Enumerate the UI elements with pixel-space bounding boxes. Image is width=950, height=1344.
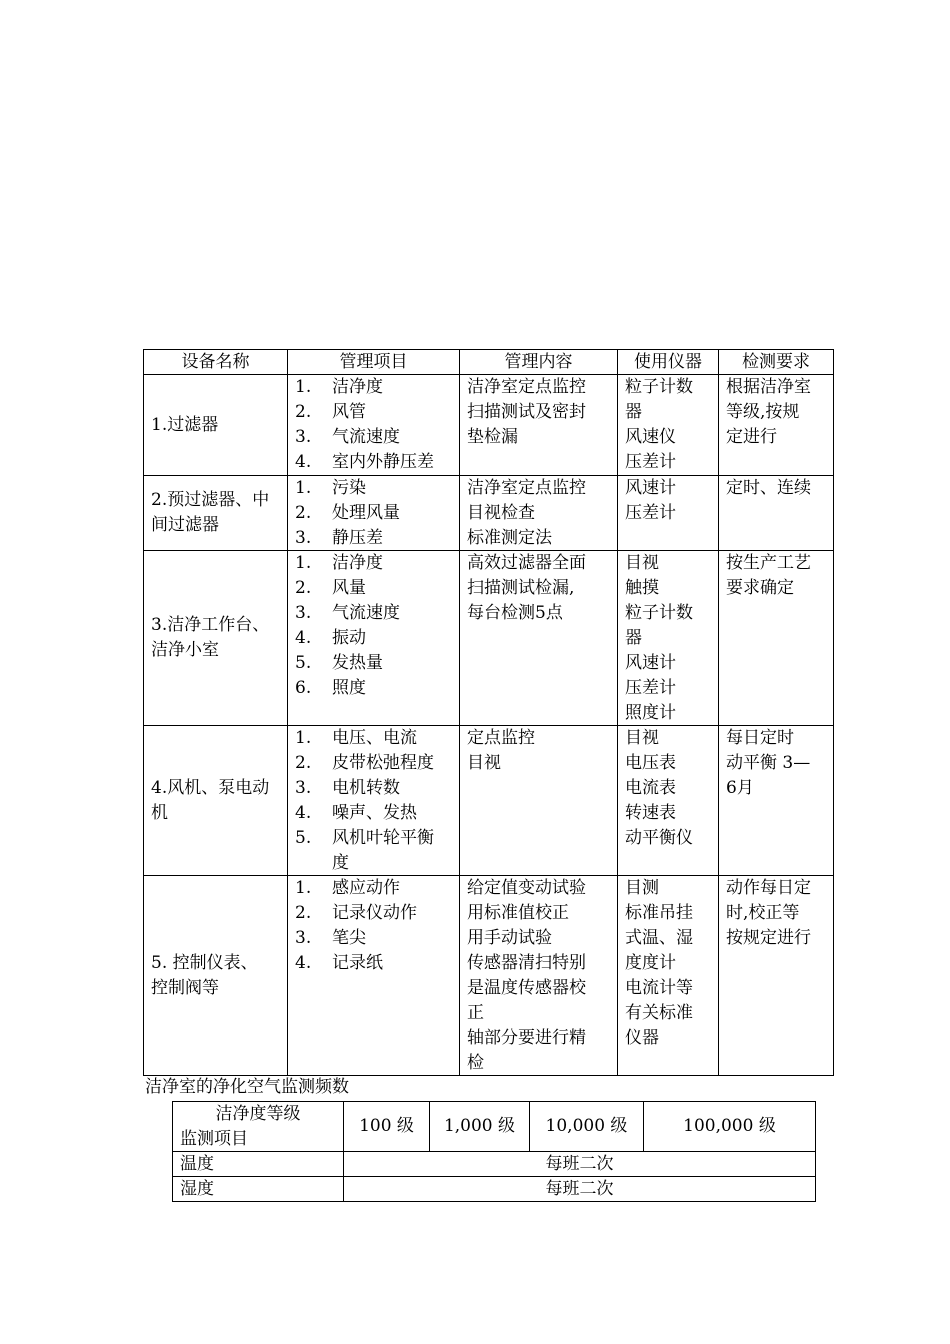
cell-line: 风速仪 [625, 427, 676, 447]
item-number: 3. [295, 603, 312, 623]
cell-line: 每日定时 [726, 728, 794, 748]
list-item [295, 626, 458, 651]
item-text: 照度 [332, 678, 366, 698]
instruments-cell [625, 726, 717, 875]
grade-header: 1,000 级 [443, 1116, 516, 1136]
item-text: 感应动作 [332, 878, 400, 898]
list-item [295, 901, 458, 926]
item-text: 记录纸 [332, 953, 383, 973]
grade-header: 100,000 级 [683, 1116, 776, 1136]
items-cell [295, 726, 458, 875]
grade-header: 100 级 [359, 1116, 414, 1136]
cell-line: 标准吊挂 [625, 903, 693, 923]
cell-line: 等级,按规 [726, 402, 800, 422]
items-cell [295, 375, 458, 475]
cell-line: 时,校正等 [726, 903, 800, 923]
table-rule [833, 349, 834, 1076]
cell-line: 电流计等 [625, 978, 693, 998]
column-header: 管理内容 [504, 352, 573, 372]
table-rule [815, 1101, 816, 1202]
cell-line: 检 [467, 1053, 484, 1073]
cell-line: 3.洁净工作台、 [151, 615, 270, 635]
item-text: 电机转数 [332, 778, 400, 798]
cell-line: 仪器 [625, 1028, 659, 1048]
cell-line: 有关标准 [625, 1003, 693, 1023]
cell-line: 定点监控 [467, 728, 535, 748]
cell-line: 正 [467, 1003, 484, 1023]
cell-line: 度度计 [625, 953, 676, 973]
content-cell [467, 876, 616, 1075]
row-value: 每班二次 [545, 1154, 614, 1174]
cell-line: 洁净室定点监控 [467, 478, 586, 498]
item-number: 6. [295, 678, 312, 698]
table-rule [617, 349, 618, 1076]
corner-header-bottom: 监测项目 [180, 1129, 248, 1149]
requirements-cell [726, 375, 832, 475]
items-cell [295, 551, 458, 725]
item-number: 4. [295, 803, 312, 823]
cell-line: 电压表 [625, 753, 676, 773]
cell-line: 控制阀等 [151, 977, 219, 998]
list-item [295, 651, 458, 676]
row-label: 温度 [180, 1154, 214, 1174]
table-rule [459, 349, 460, 1076]
item-number: 3. [295, 928, 312, 948]
table-rule [143, 349, 144, 1076]
name-cell [151, 476, 286, 550]
content-cell [467, 375, 616, 475]
name-cell [151, 551, 286, 725]
cell-line: 器 [625, 402, 642, 422]
item-text: 处理风量 [332, 503, 400, 523]
list-item [295, 450, 458, 475]
cell-line: 高效过滤器全面 [467, 553, 586, 573]
instruments-cell [625, 551, 717, 725]
table-caption: 洁净室的净化空气监测频数 [145, 1077, 349, 1097]
item-number: 5. [295, 828, 312, 848]
list-item [295, 776, 458, 801]
list-item [295, 400, 458, 425]
cell-line: 目视 [625, 553, 659, 573]
cell-line: 垫检漏 [467, 427, 518, 447]
cell-line: 每台检测5点 [467, 603, 563, 623]
cell-line: 风速计 [625, 653, 676, 673]
cell-line: 要求确定 [726, 578, 794, 598]
item-text: 笔尖 [332, 928, 366, 948]
list-item [295, 501, 458, 526]
cell-line: 压差计 [625, 503, 676, 523]
cell-line: 动平衡仪 [625, 828, 693, 848]
item-text: 噪声、发热 [332, 803, 417, 823]
item-text: 电压、电流 [332, 728, 417, 748]
item-number: 4. [295, 452, 312, 472]
item-text: 洁净度 [332, 377, 383, 397]
item-number: 1. [295, 377, 312, 397]
cell-line: 2.预过滤器、中 [151, 490, 270, 510]
list-item [295, 726, 458, 751]
list-item [295, 551, 458, 576]
cell-line: 式温、湿 [625, 928, 693, 948]
list-item [295, 826, 458, 851]
row-label: 湿度 [180, 1179, 214, 1199]
item-text: 风量 [332, 578, 366, 598]
item-text: 发热量 [332, 653, 383, 673]
content-cell [467, 726, 616, 875]
cell-line: 动平衡 3— [726, 753, 811, 773]
item-number: 4. [295, 628, 312, 648]
item-text: 气流速度 [332, 603, 400, 623]
cell-line: 目视 [625, 728, 659, 748]
item-text: 气流速度 [332, 427, 400, 447]
list-item [295, 676, 458, 701]
item-text: 室内外静压差 [332, 452, 434, 472]
cell-line: 转速表 [625, 803, 676, 823]
item-text: 度 [332, 853, 349, 873]
cell-line: 定时、连续 [726, 478, 811, 498]
cell-line: 5. 控制仪表、 [151, 952, 258, 973]
cell-line: 6月 [726, 778, 754, 798]
column-header: 管理项目 [339, 352, 408, 372]
list-item [295, 751, 458, 776]
cell-line: 洁净室定点监控 [467, 377, 586, 397]
table-rule [287, 349, 288, 1076]
table-rule [718, 349, 719, 1076]
item-text: 皮带松弛程度 [332, 753, 434, 773]
cell-line: 扫描测试检漏, [467, 578, 575, 598]
list-item [295, 926, 458, 951]
cell-line: 1.过滤器 [151, 414, 219, 435]
cell-line: 用标准值校正 [467, 903, 569, 923]
item-number: 1. [295, 553, 312, 573]
cell-line: 洁净小室 [151, 640, 219, 660]
cell-line: 传感器清扫特别 [467, 953, 586, 973]
cell-line: 压差计 [625, 678, 676, 698]
instruments-cell [625, 876, 717, 1075]
cell-line: 根据洁净室 [726, 377, 811, 397]
list-item [295, 876, 458, 901]
grade-header: 10,000 级 [545, 1116, 628, 1136]
cell-line: 动作每日定 [726, 878, 811, 898]
cell-line: 触摸 [625, 578, 659, 598]
column-header: 使用仪器 [634, 352, 702, 372]
item-number: 2. [295, 402, 312, 422]
item-text: 风机叶轮平衡 [332, 828, 434, 848]
list-item [295, 576, 458, 601]
cell-line: 粒子计数 [625, 603, 693, 623]
list-item [295, 851, 458, 876]
cell-line: 4.风机、泵电动 [151, 777, 270, 798]
item-text: 风管 [332, 402, 366, 422]
list-item [295, 601, 458, 626]
cell-line: 标准测定法 [467, 528, 552, 548]
item-number: 3. [295, 427, 312, 447]
cell-line: 间过滤器 [151, 515, 219, 535]
cell-line: 扫描测试及密封 [467, 402, 586, 422]
list-item [295, 951, 458, 976]
list-item [295, 526, 458, 551]
item-text: 振动 [332, 628, 366, 648]
item-text: 静压差 [332, 528, 383, 548]
cell-line: 按生产工艺 [726, 553, 811, 573]
item-text: 污染 [332, 478, 366, 498]
cell-line: 压差计 [625, 452, 676, 472]
list-item [295, 801, 458, 826]
requirements-cell [726, 726, 832, 875]
column-header: 检测要求 [742, 352, 810, 372]
item-number: 1. [295, 728, 312, 748]
item-text: 记录仪动作 [332, 903, 417, 923]
content-cell [467, 551, 616, 725]
cell-line: 按规定进行 [726, 928, 811, 948]
cell-line: 照度计 [625, 703, 676, 723]
cell-line: 机 [151, 802, 168, 823]
list-item [295, 375, 458, 400]
cell-line: 轴部分要进行精 [467, 1028, 586, 1048]
requirements-cell [726, 876, 832, 1075]
item-number: 3. [295, 778, 312, 798]
item-number: 1. [295, 478, 312, 498]
item-number: 2. [295, 903, 312, 923]
instruments-cell [625, 375, 717, 475]
column-header: 设备名称 [181, 352, 250, 372]
cell-line: 风速计 [625, 478, 676, 498]
name-cell [151, 876, 286, 1075]
item-number: 1. [295, 878, 312, 898]
cell-line: 目测 [625, 878, 659, 898]
corner-header-top: 洁净度等级 [215, 1104, 301, 1124]
item-number: 5. [295, 653, 312, 673]
content-cell [467, 476, 616, 550]
name-cell [151, 726, 286, 875]
items-cell [295, 876, 458, 1075]
item-number: 2. [295, 578, 312, 598]
cell-line: 电流表 [625, 778, 676, 798]
items-cell [295, 476, 458, 550]
requirements-cell [726, 476, 832, 550]
item-text: 洁净度 [332, 553, 383, 573]
cell-line: 给定值变动试验 [467, 878, 586, 898]
cell-line: 器 [625, 628, 642, 648]
cell-line: 用手动试验 [467, 928, 552, 948]
list-item [295, 425, 458, 450]
cell-line: 粒子计数 [625, 377, 693, 397]
item-number: 3. [295, 528, 312, 548]
name-cell [151, 375, 286, 475]
item-number: 4. [295, 953, 312, 973]
item-number: 2. [295, 753, 312, 773]
cell-line: 定进行 [726, 427, 777, 447]
list-item [295, 476, 458, 501]
cell-line: 是温度传感器校 [467, 978, 586, 998]
cell-line: 目视检查 [467, 503, 535, 523]
item-number: 2. [295, 503, 312, 523]
instruments-cell [625, 476, 717, 550]
row-value: 每班二次 [545, 1179, 614, 1199]
cell-line: 目视 [467, 753, 501, 773]
requirements-cell [726, 551, 832, 725]
